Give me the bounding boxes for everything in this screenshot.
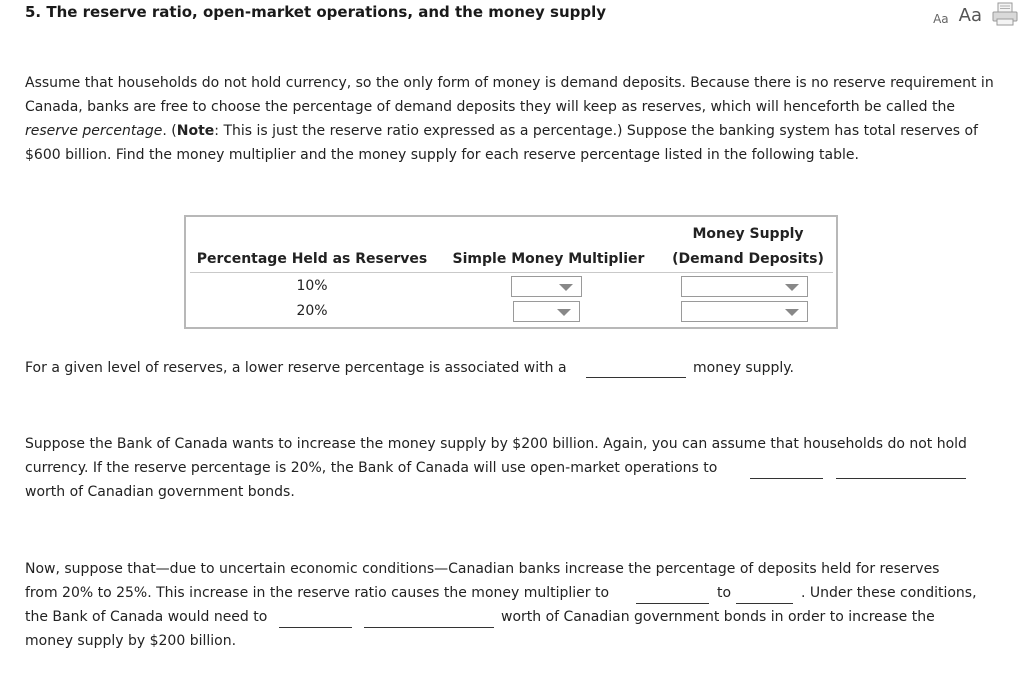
q3-amount-blank[interactable]	[364, 612, 494, 628]
q3-line1: Now, suppose that—due to uncertain economic conditions—Canadian banks increase the percentage of deposits held for reserves	[25, 561, 940, 577]
reserve-percentage-term: reserve percentage	[25, 123, 163, 139]
q3-action-blank[interactable]	[279, 612, 352, 628]
multiplier-dropdown[interactable]	[511, 276, 582, 297]
q3-line4: money supply by $200 billion.	[25, 633, 237, 649]
money-supply-dropdown[interactable]	[681, 276, 808, 297]
chevron-down-icon	[785, 309, 799, 316]
q3-line2-to: to	[717, 585, 732, 601]
header-demand-deposits: (Demand Deposits)	[672, 251, 824, 267]
q3-from-blank[interactable]	[636, 588, 709, 604]
q2-amount-blank[interactable]	[836, 463, 966, 479]
q3-line2-start: from 20% to 25%. This increase in the reserve ratio causes the money multiplier to	[25, 585, 610, 601]
print-icon[interactable]	[992, 2, 1018, 26]
money-supply-dropdown[interactable]	[681, 301, 808, 322]
q2-line2: currency. If the reserve percentage is 20%, the Bank of Canada will use open-market operations to	[25, 460, 718, 476]
chevron-down-icon	[559, 284, 573, 291]
question-title: 5. The reserve ratio, open-market operations, and the money supply	[25, 3, 607, 21]
row-reserve-percentage: 10%	[296, 278, 328, 294]
q3-line2-end: . Under these conditions,	[801, 585, 977, 601]
note-label: Note	[176, 123, 215, 139]
header-money-multiplier: Simple Money Multiplier	[452, 251, 645, 267]
increase-font-button[interactable]: Aa	[958, 5, 982, 26]
q3-to-blank[interactable]	[736, 588, 793, 604]
q1-sentence-end: money supply.	[693, 360, 794, 376]
chevron-down-icon	[785, 284, 799, 291]
q1-sentence-start: For a given level of reserves, a lower reserve percentage is associated with a	[25, 360, 567, 376]
header-money-supply: Money Supply	[692, 226, 804, 242]
multiplier-dropdown[interactable]	[513, 301, 580, 322]
table-header-divider	[190, 272, 833, 273]
intro-paragraph: Assume that households do not hold currency, so the only form of money is demand deposits. Because there is no reserve requirement in Canada, banks are free to choose the percentage of demand deposits they will keep as reserves, which will henceforth be called the reserve percentage. (Note: This is just the reserve ratio expressed as a percentage.) Suppose the banking system has total reserves of $600 billion. Find the money multiplier and the money supply for each reserve percentage listed in the following table.	[25, 75, 994, 163]
header-percentage-reserves: Percentage Held as Reserves	[196, 251, 428, 267]
decrease-font-button[interactable]: Aa	[933, 12, 949, 26]
q2-line1: Suppose the Bank of Canada wants to increase the money supply by $200 billion. Again, you can assume that households do not hold	[25, 436, 967, 452]
chevron-down-icon	[557, 309, 571, 316]
q3-line3-end: worth of Canadian government bonds in order to increase the	[501, 609, 935, 625]
q2-action-blank[interactable]	[750, 463, 823, 479]
q1-answer-blank[interactable]	[586, 362, 686, 378]
text-tools	[933, 2, 1018, 26]
row-reserve-percentage: 20%	[296, 303, 328, 319]
q3-line3-start: the Bank of Canada would need to	[25, 609, 268, 625]
q2-line3: worth of Canadian government bonds.	[25, 484, 295, 500]
